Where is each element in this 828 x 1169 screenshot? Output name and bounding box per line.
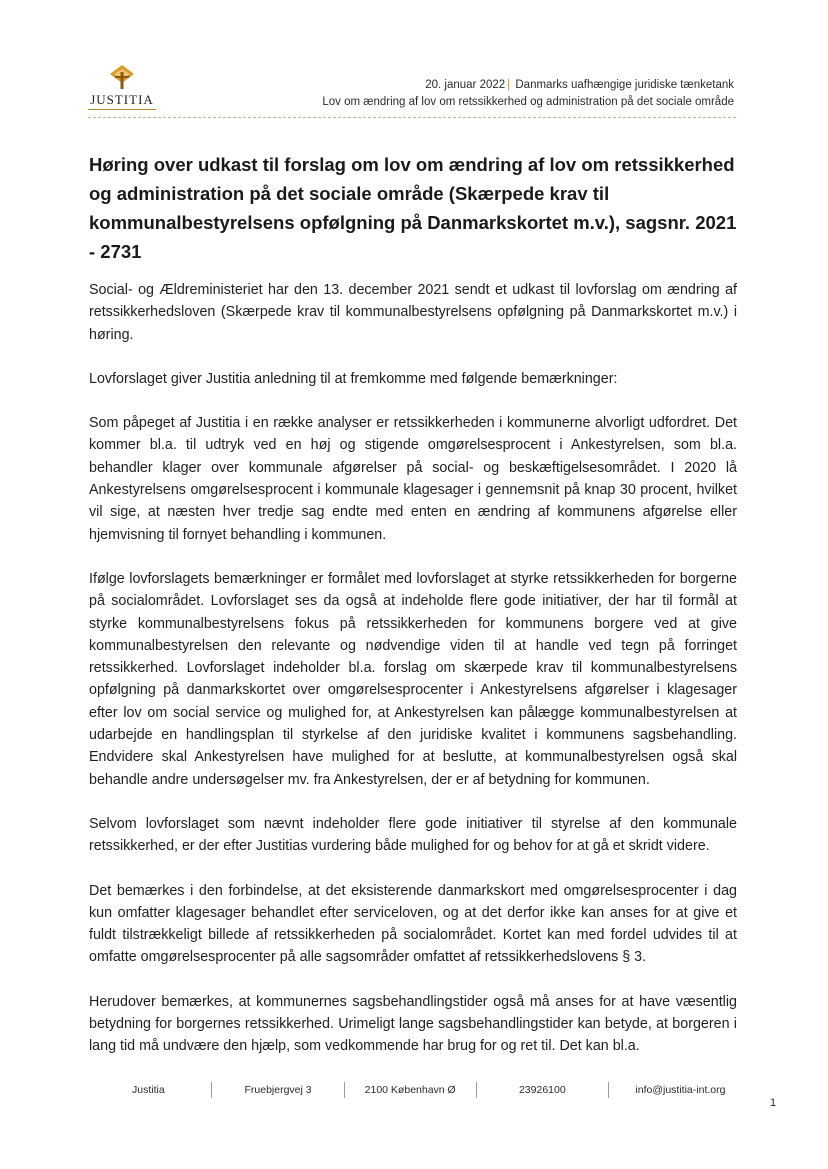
footer-city: 2100 København Ø [344,1082,476,1098]
document-title: Høring over udkast til forslag om lov om ændring af lov om retssikkerhed og administration på det sociale område (Skærpede krav til kommunalbestyrelsens opfølgning på Danmarkskortet m.v.), sagsnr. 2021 - 2731 [89,154,737,262]
footer-name: Justitia [132,1084,165,1096]
header-line-1 [322,77,734,94]
justitia-emblem-icon [107,64,137,90]
paragraph: Det bemærkes i den forbindelse, at det eksisterende danmarkskort med omgørelsesprocenter i dag kun omfatter klagesager behandlet efter serviceloven, og at det derfor ikke kan anses for at give et fuldt tilstrækkeligt billede af retssikkerheden på socialområdet. Kortet kan med fordel udvides til at omfatte omgørelsesprocenter på alle sagsområder omfattet af retssikkerhedslovens § 3. [89,882,737,966]
page-number: 1 [770,1097,777,1109]
header-divider [88,117,736,118]
footer-phone: 23926100 [476,1082,608,1098]
header-org: Danmarks uafhængige juridiske tænketank [515,79,734,91]
footer-street: Fruebjergvej 3 [211,1082,343,1098]
header-subject: Lov om ændring af lov om retssikkerhed og administration på det sociale område [322,96,734,108]
header-separator: | [507,79,511,91]
document-header [322,77,734,111]
paragraph: Lovforslaget giver Justitia anledning til at fremkomme med følgende bemærkninger: [89,370,618,387]
paragraph: Ifølge lovforslagets bemærkninger er formålet med lovforslaget at styrke retssikkerheden for borgerne på socialområdet. Lovforslaget ses da også at indeholde flere gode initiativer, der har til formål at styrke kommunalbestyrelsens fokus på retssikkerheden for kommunens borgere ved at give kommunalbestyrelsen den relevante og nødvendige viden til at handle ved tegn på forringet retssikkerhed. Lovforslaget indeholder bl.a. forslag om skærpede krav til kommunalbestyrelsens opfølgning på danmarkskortet over omgørelsesprocenter i Ankestyrelsens afgørelser i klagesager efter lov om social service og mulighed for, at Ankestyrelsen kan pålægge kommunalbestyrelsen at udarbejde en handlingsplan til styrkelse af den juridiske kvalitet i kommunens sagsbehandling. Endvidere skal Ankestyrelsen have mulighed for at beslutte, at kommunalbestyrelsen også skal behandle andre undersøgelser mv. fra Ankestyrelsen, der er af betydning for kommunen. [89,570,737,788]
paragraph: Herudover bemærkes, at kommunernes sagsbehandlingstider også må anses for at have væsentlig betydning for borgernes retssikkerhed. Urimeligt lange sagsbehandlingstider kan betyde, at borgeren i lang tid må undvære den hjælp, som vedkommende har brug for og ret til. Det kan bl.a. [89,993,737,1055]
paragraph: Social- og Ældreministeriet har den 13. december 2021 sendt et udkast til lovforslag om ændring af retssikkerhedsloven (Skærpede krav til kommunalbestyrelsens opfølgning på Danmarkskortet m.v.) i høring. [89,282,737,343]
footer-email: info@justitia-int.org [608,1082,752,1098]
header-date: 20. januar 2022 [425,79,506,91]
paragraph: Selvom lovforslaget som nævnt indeholder flere gode initiativer til styrelse af den kommunale retssikkerhed, er der efter Justitias vurdering både mulighed for og behov for at gå et skridt videre. [89,815,737,855]
logo-wordmark: JUSTITIA [88,92,156,110]
justitia-logo [88,64,156,110]
paragraph: Som påpeget af Justitia i en række analyser er retssikkerheden i kommunerne alvorligt udfordret. Det kommer bl.a. til udtryk ved en høj og stigende omgørelsesprocent i Ankestyrelsen, som bl.a. behandler klager over kommunale afgørelser på social- og beskæftigelsesområdet. I 2020 lå Ankestyrelsens omgørelsesprocent i kommunale klagesager i gennemsnit på knap 30 procent, hvilket vil sige, at næsten hver tredje sag endte med enten en ændring af kommunens afgørelse eller hjemvisning til fornyet behandling i kommunen. [89,415,737,543]
document-footer [112,1082,752,1098]
document-body [89,279,737,1080]
